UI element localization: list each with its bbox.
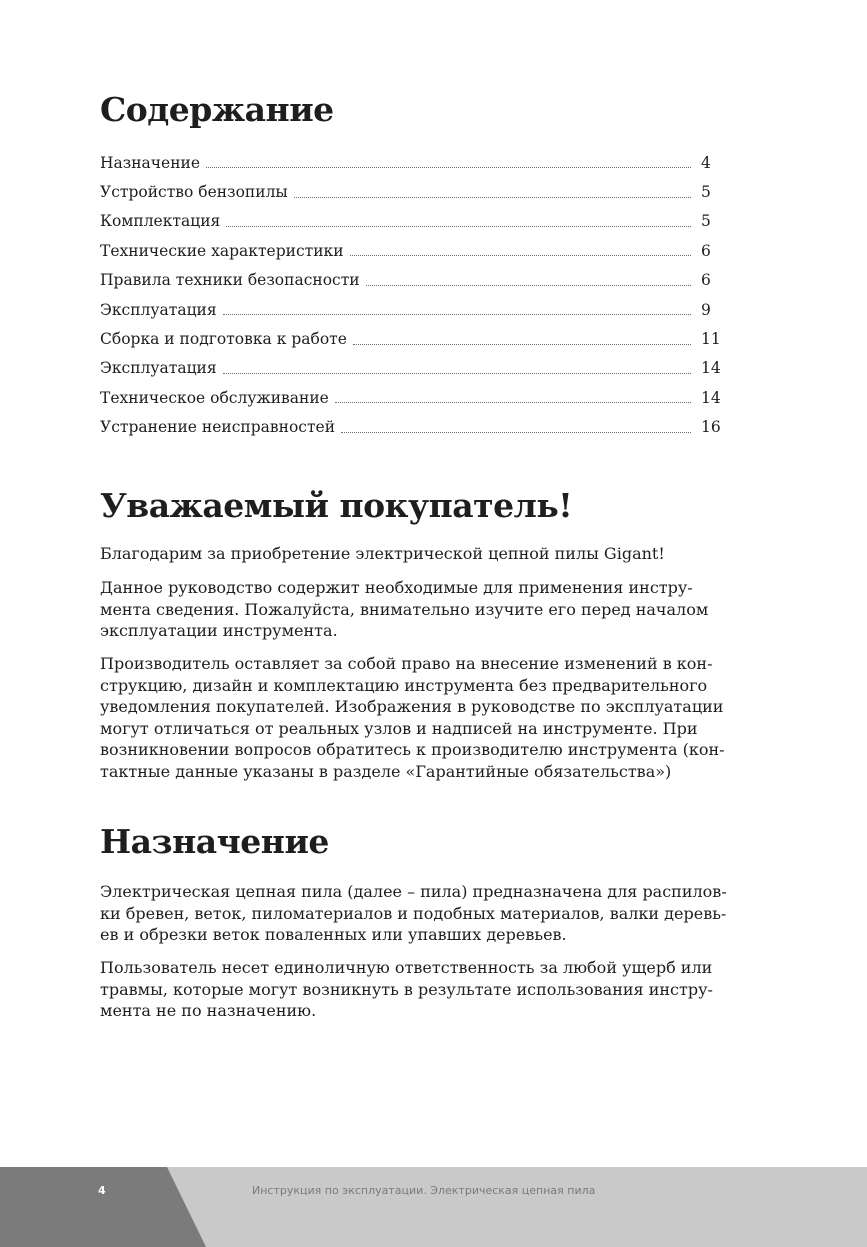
purpose-paragraph-2 [100,957,760,1022]
greeting-title: Уважаемый покупатель! [100,486,573,525]
toc-item-page: 16 [701,418,721,437]
greeting-paragraph-3 [100,653,760,782]
toc-dot-leader [341,432,691,433]
toc-item[interactable] [100,324,729,353]
text-line: тактные данные указаны в разделе «Гарантийные обязательства») [100,761,672,781]
toc-item-label: Эксплуатация [100,300,217,319]
text-line: эксплуатации инструмента. [100,621,338,640]
toc-dot-leader [206,167,691,168]
toc-item-label: Устройство бензопилы [100,183,288,202]
toc-item-page: 6 [701,271,711,290]
text-line: уведомления покупателей. Изображения в руководстве по эксплуатации [100,697,724,716]
toc-item[interactable] [100,295,729,324]
toc-item-page: 5 [701,183,711,202]
text-line: Пользователь несет единоличную ответственность за любой ущерб или [100,958,713,977]
toc-item-label: Эксплуатация [100,359,217,378]
footer-document-title: Инструкция по эксплуатации. Электрическая цепная пила [252,1184,596,1197]
text-line: Производитель оставляет за собой право на внесение изменений в кон- [100,654,713,673]
toc-dot-leader [335,402,691,403]
toc-item-label: Правила техники безопасности [100,271,360,290]
purpose-paragraph-1 [100,881,760,946]
greeting-paragraph-1 [100,543,760,565]
table-of-contents [100,148,729,442]
toc-item[interactable] [100,236,729,265]
toc-item-label: Комплектация [100,212,221,231]
toc-item[interactable] [100,207,729,236]
toc-item[interactable] [100,148,729,177]
toc-item-page: 14 [701,359,721,378]
toc-item-page: 5 [701,212,711,231]
toc-item-page: 4 [701,153,711,172]
text-line: могут отличаться от реальных узлов и надписей на инструменте. При [100,718,698,738]
page-footer [0,1167,867,1247]
toc-item[interactable] [100,413,729,442]
toc-item[interactable] [100,354,729,383]
text-line: ки бревен, веток, пиломатериалов и подобных материалов, валки деревь- [100,903,727,923]
toc-dot-leader [294,197,691,198]
toc-dot-leader [350,255,691,256]
toc-item-page: 11 [701,330,721,349]
toc-dot-leader [353,344,691,345]
toc-item-label: Сборка и подготовка к работе [100,330,347,349]
text-line: мента не по назначению. [100,1001,317,1020]
text-line: струкцию, дизайн и комплектацию инструмента без предварительного [100,675,708,695]
toc-title: Содержание [100,90,334,129]
toc-item[interactable] [100,177,729,206]
toc-item-label: Устранение неисправностей [100,418,336,437]
toc-item-label: Технические характеристики [100,241,344,260]
toc-dot-leader [226,226,691,227]
text-line: Благодарим за приобретение электрической цепной пилы Gigant! [100,544,665,563]
text-line: Данное руководство содержит необходимые для применения инстру- [100,578,693,597]
text-line: Электрическая цепная пила (далее – пила) предназначена для распилов- [100,882,727,901]
toc-item[interactable] [100,266,729,295]
text-line: ев и обрезки веток поваленных или упавших деревьев. [100,925,567,944]
toc-dot-leader [366,285,691,286]
toc-item-page: 14 [701,388,721,407]
toc-dot-leader [223,373,691,374]
toc-item-label: Техническое обслуживание [100,388,329,407]
footer-page-number: 4 [98,1184,106,1197]
toc-item[interactable] [100,383,729,412]
text-line: возникновении вопросов обратитесь к производителю инструмента (кон- [100,740,725,759]
toc-dot-leader [223,314,691,315]
footer-page-tab [0,1167,206,1247]
text-line: мента сведения. Пожалуйста, внимательно изучите его перед началом [100,599,709,619]
text-line: травмы, которые могут возникнуть в результате использования инстру- [100,979,713,999]
purpose-title: Назначение [100,822,329,861]
toc-item-label: Назначение [100,153,201,172]
toc-item-page: 9 [701,300,711,319]
greeting-paragraph-2 [100,577,760,642]
toc-item-page: 6 [701,241,711,260]
